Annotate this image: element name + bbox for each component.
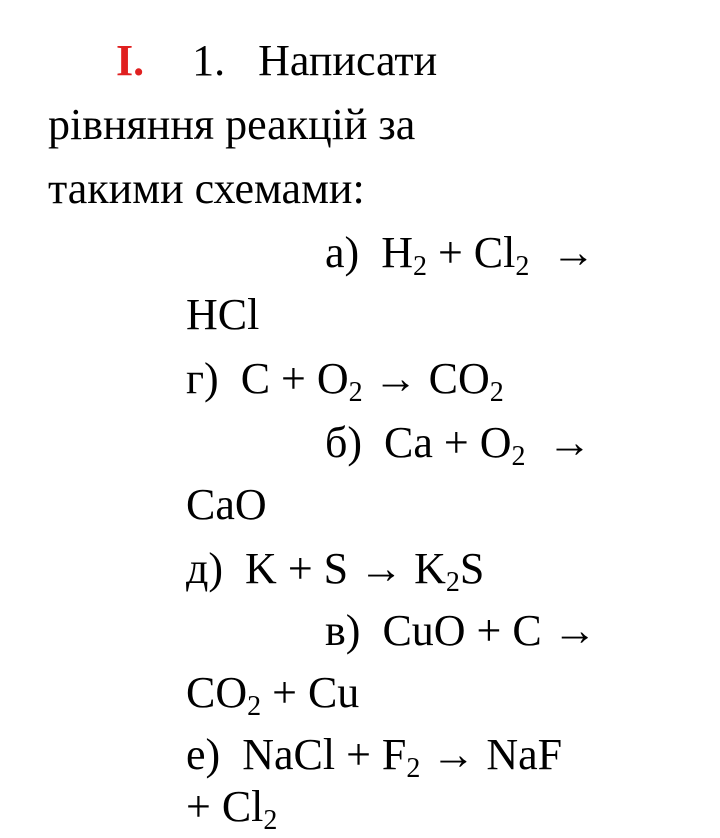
reaction-e-subscript: 2: [263, 805, 278, 836]
reaction-b-subscript: 2: [511, 441, 526, 472]
reaction-g-formula-part: C + O: [240, 354, 349, 403]
reaction-d-line: [186, 538, 484, 600]
task-heading-line-2: [48, 94, 415, 156]
arrow-icon: →: [547, 418, 592, 467]
reaction-a-line-2: [186, 284, 259, 346]
reaction-g-line: [186, 348, 504, 410]
reaction-a-formula-part: H: [381, 228, 413, 277]
reaction-a-product: HCl: [186, 290, 260, 339]
task-text-line-1: Написати: [258, 36, 438, 85]
reaction-a-line-1: [325, 222, 595, 284]
reaction-v-line-1: [325, 600, 597, 662]
reaction-d-subscript: 2: [445, 567, 460, 598]
reaction-d-formula-part: K + S → K: [245, 544, 446, 593]
reaction-a-formula-part: + Cl: [426, 228, 516, 277]
reaction-b-label: б): [325, 418, 363, 467]
reaction-g-subscript: 2: [348, 377, 363, 408]
task-number: 1.: [192, 36, 226, 85]
reaction-v-subscript: 2: [247, 691, 262, 722]
reaction-g-subscript: 2: [489, 377, 504, 408]
reaction-e-label: е): [186, 730, 221, 779]
reaction-e-formula-part: + Cl: [186, 782, 264, 831]
task-text-line-2: рівняння реакцій за: [48, 100, 416, 149]
reaction-v-formula-part: CO: [186, 668, 248, 717]
reaction-g-formula-part: → CO: [362, 354, 490, 403]
arrow-icon: →: [551, 228, 596, 277]
task-text-line-3: такими схемами:: [48, 164, 365, 213]
section-roman-numeral: I.: [116, 36, 145, 85]
reaction-d-label: д): [186, 544, 224, 593]
reaction-e-formula-part: → NaF: [420, 730, 563, 779]
reaction-b-line-2: [186, 474, 267, 536]
reaction-a-label: а): [325, 228, 360, 277]
task-heading-line-3: [48, 158, 365, 220]
reaction-v-line-2: [186, 662, 359, 724]
reaction-v-label: в): [325, 606, 361, 655]
reaction-a-subscript: 2: [412, 251, 427, 282]
reaction-v-formula-part: CuO + C →: [382, 606, 597, 655]
reaction-e-subscript: 2: [406, 753, 421, 784]
reaction-a-subscript: 2: [515, 251, 530, 282]
reaction-v-formula-part: + Cu: [261, 668, 360, 717]
reaction-e-line-2: [186, 776, 277, 838]
reaction-e-formula-part: NaCl + F: [242, 730, 407, 779]
reaction-b-line-1: [325, 412, 592, 474]
reaction-d-formula-part: S: [459, 544, 485, 593]
reaction-b-product: CaO: [186, 480, 267, 529]
reaction-g-label: г): [186, 354, 219, 403]
reaction-b-formula-part: Ca + O: [384, 418, 512, 467]
task-heading-line-1: [116, 30, 437, 92]
